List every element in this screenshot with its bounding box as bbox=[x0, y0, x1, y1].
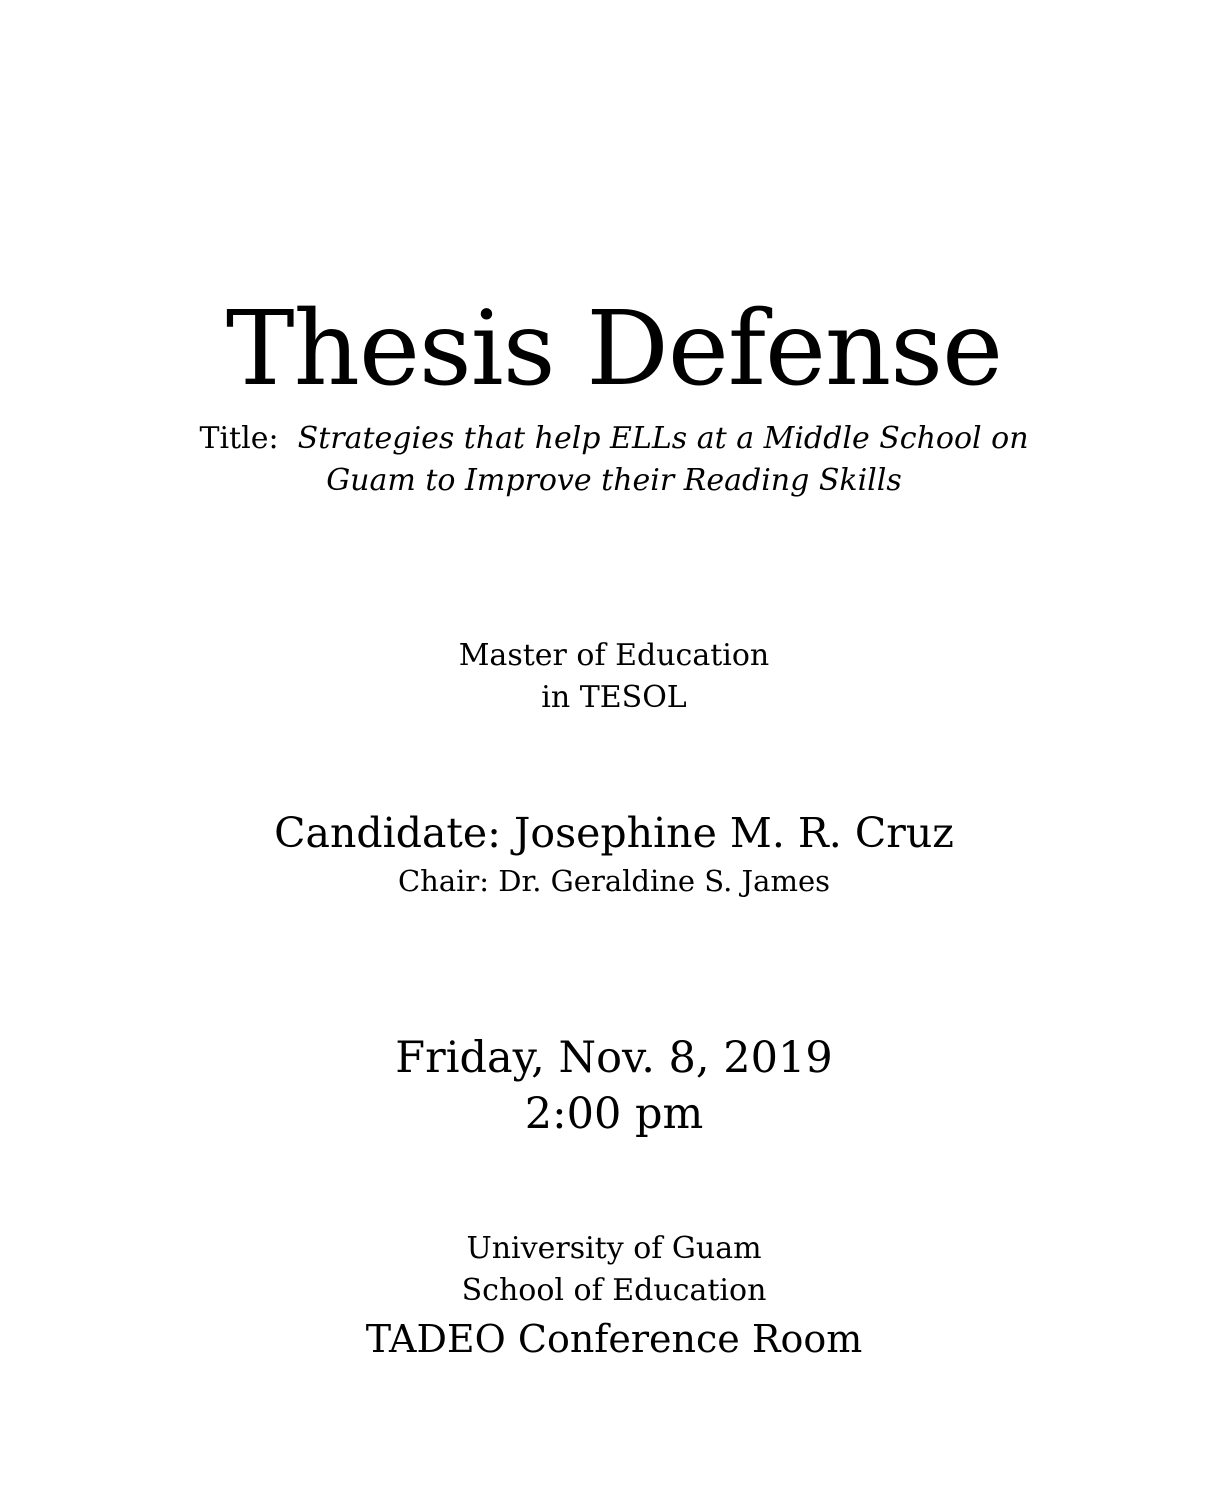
location-room: TADEO Conference Room bbox=[365, 1317, 863, 1361]
chair-name: Chair: Dr. Geraldine S. James bbox=[397, 864, 831, 898]
location-school: School of Education bbox=[461, 1273, 767, 1308]
thesis-title-line-2: Guam to Improve their Reading Skills bbox=[326, 463, 902, 498]
event-time: 2:00 pm bbox=[524, 1089, 704, 1139]
page-title: Thesis Defense bbox=[225, 289, 1003, 409]
thesis-title-prefix: Title: bbox=[199, 421, 279, 456]
thesis-title-line-1 bbox=[0, 421, 1228, 456]
thesis-title-text-1: Strategies that help ELLs at a Middle School on bbox=[297, 421, 1029, 456]
event-date: Friday, Nov. 8, 2019 bbox=[395, 1033, 833, 1083]
degree-line-1: Master of Education bbox=[458, 638, 770, 673]
candidate-name: Candidate: Josephine M. R. Cruz bbox=[274, 809, 954, 857]
degree-line-2: in TESOL bbox=[541, 680, 687, 715]
location-university: University of Guam bbox=[466, 1231, 762, 1266]
